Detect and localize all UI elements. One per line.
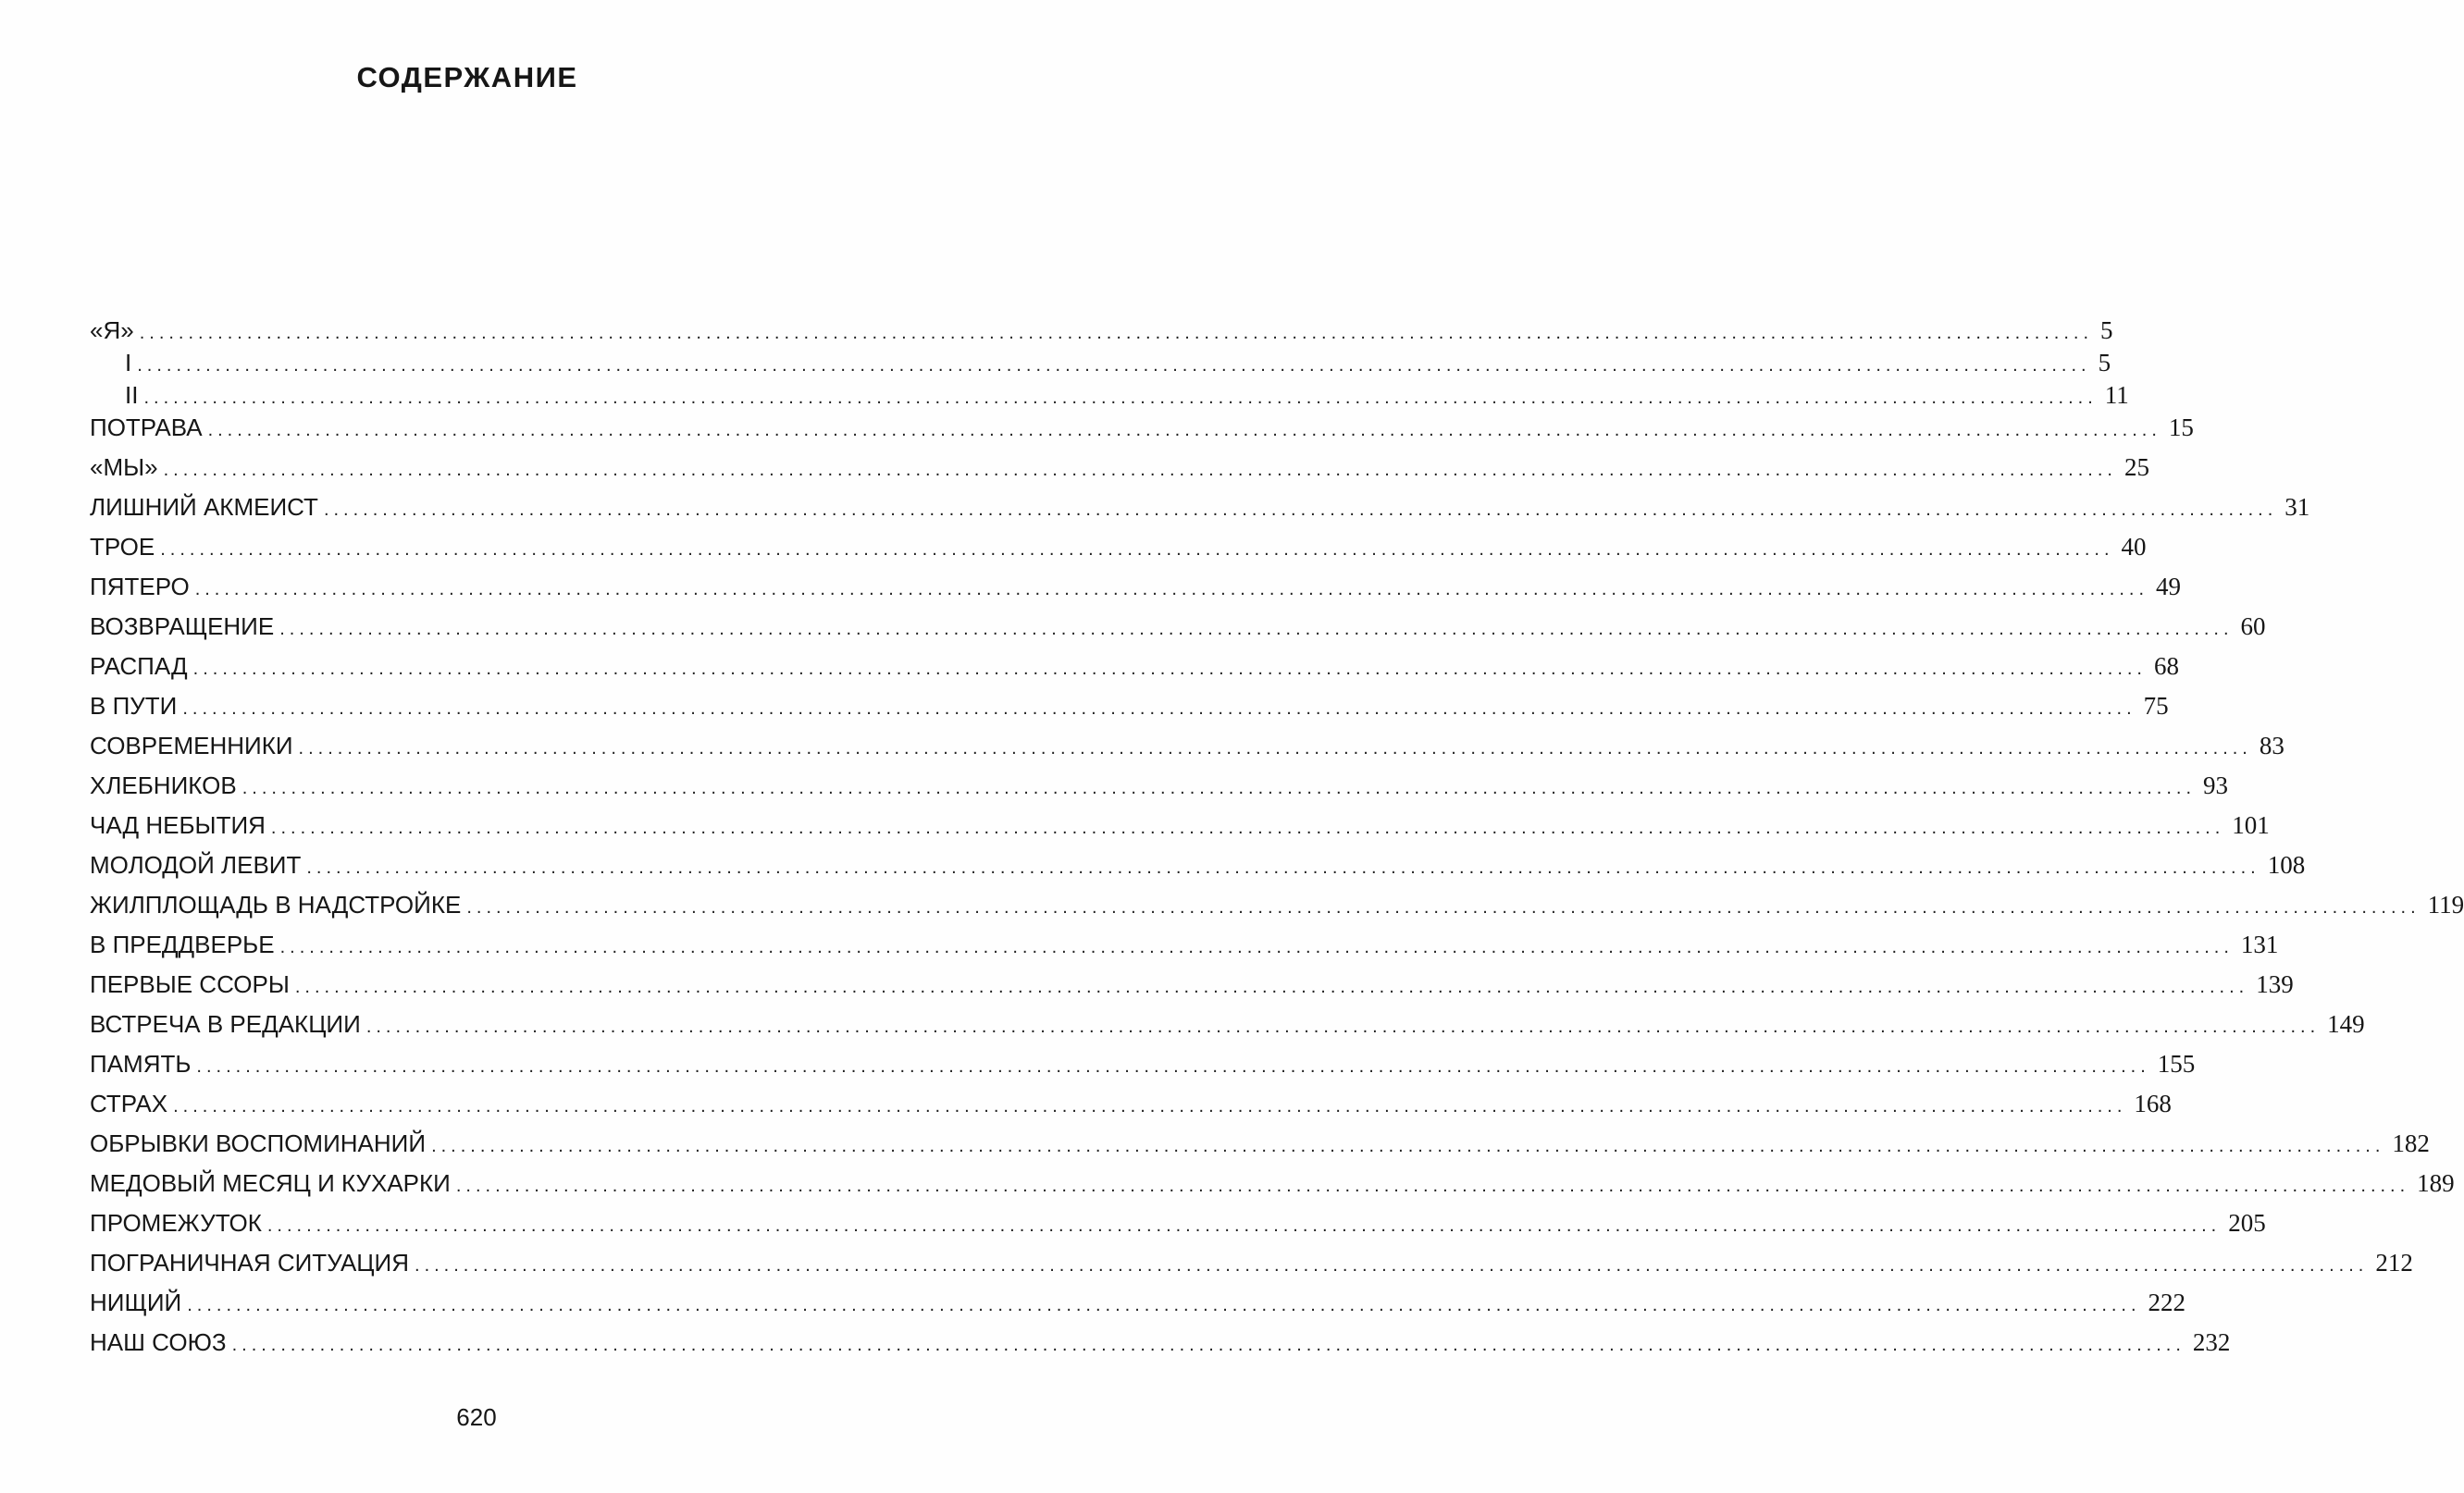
toc-entry-page: 108 bbox=[2267, 851, 2306, 879]
toc-entry-page: 60 bbox=[2240, 612, 2266, 640]
page-number: 620 bbox=[456, 1403, 497, 1431]
toc-entry-title: МЕДОВЫЙ МЕСЯЦ И КУХАРКИ bbox=[90, 1169, 451, 1197]
toc-entry-title: В ПУТИ bbox=[90, 692, 178, 720]
toc-entry-page: 101 bbox=[2232, 811, 2270, 839]
toc-entry-page: 222 bbox=[2148, 1289, 2186, 1316]
toc-entry-title: ЛИШНИЙ АКМЕИСТ bbox=[90, 493, 318, 521]
toc-entry-page: 49 bbox=[2156, 573, 2182, 600]
toc-entry bbox=[90, 453, 2149, 493]
dot-leader: ........................................................................................................................................................................................................ bbox=[279, 619, 2234, 639]
dot-leader: ........................................................................................................................................................................................................ bbox=[139, 323, 2094, 343]
toc-entry-title: В ПРЕДДВЕРЬЕ bbox=[90, 931, 275, 958]
dot-leader: ........................................................................................................................................................................................................ bbox=[173, 1096, 2127, 1117]
dot-leader: ........................................................................................................................................................................................................ bbox=[365, 1017, 2321, 1037]
dot-leader: ........................................................................................................................................................................................................ bbox=[207, 420, 2161, 440]
toc-entry-page: 15 bbox=[2168, 413, 2194, 441]
table-of-contents bbox=[90, 316, 2464, 1368]
toc-entry bbox=[90, 533, 2147, 573]
toc-entry-title: СТРАХ bbox=[90, 1090, 168, 1117]
toc-entry-title: МОЛОДОЙ ЛЕВИТ bbox=[90, 851, 302, 879]
dot-leader: ........................................................................................................................................................................................................ bbox=[160, 539, 2114, 560]
toc-entry bbox=[90, 692, 2169, 732]
dot-leader: ........................................................................................................................................................................................................ bbox=[182, 698, 2136, 719]
dot-leader: ........................................................................................................................................................................................................ bbox=[270, 818, 2225, 838]
toc-entry-title: ПОГРАНИЧНАЯ СИТУАЦИЯ bbox=[90, 1249, 410, 1277]
dot-leader: ........................................................................................................................................................................................................ bbox=[455, 1176, 2410, 1196]
toc-entry-title: ПЯТЕРО bbox=[90, 573, 190, 600]
toc-entry bbox=[90, 316, 2113, 349]
toc-entry-title: ОБРЫВКИ ВОСПОМИНАНИЙ bbox=[90, 1129, 427, 1157]
toc-entry-page: 155 bbox=[2157, 1050, 2196, 1078]
toc-entry bbox=[90, 771, 2229, 811]
toc-entry bbox=[90, 612, 2266, 652]
toc-entry bbox=[90, 1050, 2196, 1090]
dot-leader: ........................................................................................................................................................................................................ bbox=[306, 858, 2260, 878]
dot-leader: ........................................................................................................................................................................................................ bbox=[143, 388, 2098, 408]
dot-leader: ........................................................................................................................................................................................................ bbox=[323, 500, 2278, 520]
toc-entry bbox=[90, 1289, 2186, 1328]
dot-leader: ........................................................................................................................................................................................................ bbox=[431, 1136, 2385, 1156]
dot-leader: ........................................................................................................................................................................................................ bbox=[294, 977, 2249, 997]
dot-leader: ........................................................................................................................................................................................................ bbox=[137, 355, 2091, 376]
toc-entry bbox=[90, 1129, 2430, 1169]
dot-leader: ........................................................................................................................................................................................................ bbox=[231, 1335, 2185, 1355]
toc-entry bbox=[90, 1209, 2266, 1249]
toc-entry-title: РАСПАД bbox=[90, 652, 188, 680]
toc-entry bbox=[90, 970, 2294, 1010]
toc-entry-title: ПОТРАВА bbox=[90, 413, 203, 441]
toc-entry-page: 212 bbox=[2375, 1249, 2413, 1277]
toc-entry bbox=[90, 811, 2270, 851]
toc-entry-title: ПЕРВЫЕ ССОРЫ bbox=[90, 970, 290, 998]
toc-entry-title: ВОЗВРАЩЕНИЕ bbox=[90, 612, 275, 640]
toc-entry-page: 232 bbox=[2192, 1328, 2231, 1356]
toc-entry-page: 5 bbox=[2098, 349, 2111, 376]
toc-entry-page: 31 bbox=[2284, 493, 2310, 521]
dot-leader: ........................................................................................................................................................................................................ bbox=[163, 460, 2117, 480]
toc-entry bbox=[90, 1090, 2172, 1129]
toc-entry-page: 83 bbox=[2259, 732, 2284, 759]
toc-entry-page: 11 bbox=[2104, 381, 2129, 409]
dot-leader: ........................................................................................................................................................................................................ bbox=[187, 1295, 2141, 1315]
toc-entry-title: ТРОЕ bbox=[90, 533, 155, 561]
toc-entry-title: НАШ СОЮЗ bbox=[90, 1328, 227, 1356]
toc-entry-page: 68 bbox=[2153, 652, 2179, 680]
toc-entry-title: ХЛЕБНИКОВ bbox=[90, 771, 237, 799]
toc-entry-page: 168 bbox=[2134, 1090, 2172, 1117]
dot-leader: ........................................................................................................................................................................................................ bbox=[298, 738, 2252, 759]
toc-entry-page: 25 bbox=[2123, 453, 2149, 481]
toc-entry-page: 40 bbox=[2121, 533, 2147, 561]
toc-entry bbox=[90, 1010, 2365, 1050]
toc-entry bbox=[90, 1169, 2455, 1209]
toc-entry-page: 75 bbox=[2143, 692, 2169, 720]
toc-entry-title: I bbox=[125, 349, 132, 376]
toc-entry-page: 205 bbox=[2228, 1209, 2266, 1237]
toc-entry-title: «МЫ» bbox=[90, 453, 158, 481]
dot-leader: ........................................................................................................................................................................................................ bbox=[241, 778, 2197, 798]
page-title: СОДЕРЖАНИЕ bbox=[356, 61, 578, 93]
dot-leader: ........................................................................................................................................................................................................ bbox=[266, 1215, 2222, 1236]
toc-entry bbox=[90, 573, 2182, 612]
toc-entry-title: «Я» bbox=[90, 316, 134, 344]
toc-entry-page: 149 bbox=[2327, 1010, 2365, 1038]
dot-leader: ........................................................................................................................................................................................................ bbox=[196, 1056, 2150, 1077]
toc-entry-page: 139 bbox=[2256, 970, 2294, 998]
toc-entry-page: 119 bbox=[2427, 891, 2464, 919]
toc-entry-title: ПРОМЕЖУТОК bbox=[90, 1209, 262, 1237]
toc-entry-page: 189 bbox=[2417, 1169, 2455, 1197]
dot-leader: ........................................................................................................................................................................................................ bbox=[466, 897, 2421, 918]
toc-entry-title: НИЩИЙ bbox=[90, 1289, 182, 1316]
toc-entry-title: ЖИЛПЛОЩАДЬ В НАДСТРОЙКЕ bbox=[90, 891, 462, 919]
toc-entry bbox=[90, 891, 2464, 931]
toc-entry bbox=[90, 349, 2111, 381]
toc-entry-title: ВСТРЕЧА В РЕДАКЦИИ bbox=[90, 1010, 361, 1038]
toc-entry-title: II bbox=[125, 381, 139, 409]
toc-entry-page: 182 bbox=[2392, 1129, 2430, 1157]
toc-entry bbox=[90, 413, 2194, 453]
toc-entry-title: СОВРЕМЕННИКИ bbox=[90, 732, 293, 759]
toc-entry-title: ПАМЯТЬ bbox=[90, 1050, 192, 1078]
toc-entry-title: ЧАД НЕБЫТИЯ bbox=[90, 811, 266, 839]
toc-entry bbox=[90, 732, 2284, 771]
dot-leader: ........................................................................................................................................................................................................ bbox=[194, 579, 2149, 599]
toc-entry-page: 5 bbox=[2100, 316, 2113, 344]
toc-entry bbox=[90, 1249, 2413, 1289]
toc-entry-page: 93 bbox=[2203, 771, 2229, 799]
dot-leader: ........................................................................................................................................................................................................ bbox=[279, 937, 2234, 957]
toc-entry bbox=[90, 1328, 2231, 1368]
dot-leader: ........................................................................................................................................................................................................ bbox=[192, 659, 2147, 679]
toc-entry bbox=[90, 381, 2129, 413]
toc-entry bbox=[90, 931, 2279, 970]
toc-entry bbox=[90, 851, 2306, 891]
dot-leader: ........................................................................................................................................................................................................ bbox=[415, 1255, 2369, 1276]
toc-entry bbox=[90, 493, 2310, 533]
toc-entry-page: 131 bbox=[2240, 931, 2279, 958]
toc-entry bbox=[90, 652, 2179, 692]
